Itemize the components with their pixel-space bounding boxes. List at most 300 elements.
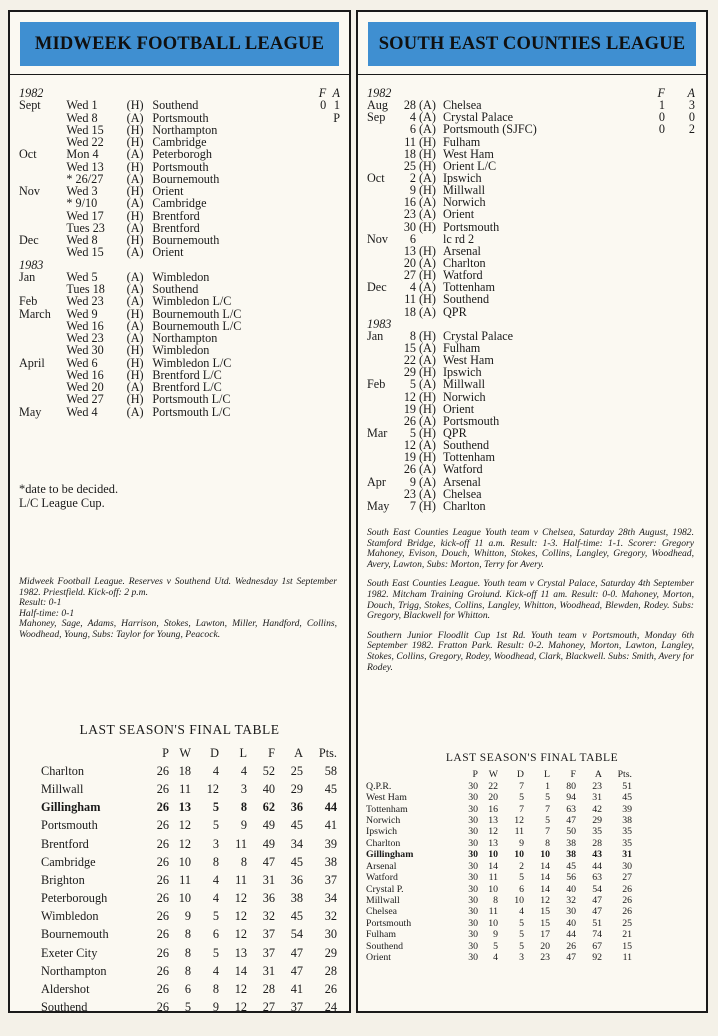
stat-cell: 45 (290, 854, 303, 869)
column-header: P (162, 745, 169, 760)
fixture-month (367, 293, 397, 305)
fixture-day: Wed 22 (66, 135, 104, 149)
table-row (366, 861, 632, 872)
stat-cell: 32 (566, 895, 576, 907)
fixture-row (19, 112, 340, 124)
fixture-day: Wed 17 (66, 208, 104, 223)
fixture-opponent: Chelsea (443, 98, 482, 113)
stat-cell: 38 (290, 891, 303, 906)
stat-cell: 24 (324, 1000, 337, 1013)
fixture-opponent: Southend (152, 98, 199, 113)
fixture-goals-for (310, 344, 326, 356)
fixture-row (367, 172, 697, 184)
fixture-day: Wed 20 (66, 380, 104, 394)
fixture-day: 20 (403, 255, 416, 270)
fixture-goals-against (665, 160, 695, 172)
fixture-goals-for: F (318, 86, 327, 100)
stat-cell: 42 (592, 803, 602, 815)
fixture-row (19, 246, 340, 258)
stat-cell: 4 (519, 906, 524, 918)
stat-cell: 38 (566, 849, 576, 861)
fixture-goals-for (625, 257, 665, 269)
stat-cell: 5 (212, 945, 219, 960)
stat-cell: 30 (468, 940, 478, 952)
stat-cell: 94 (566, 792, 576, 804)
fixture-day: 5 (409, 377, 416, 392)
stat-cell: 13 (488, 837, 498, 849)
fixture-venue: (A) (126, 282, 144, 296)
fixture-goals-against (665, 281, 695, 293)
fixture-goals-for (625, 415, 665, 427)
fixture-day: 26 (403, 462, 416, 477)
fixture-opponent: Crystal Palace (443, 110, 514, 125)
fixture-goals-against (326, 406, 340, 418)
fixture-goals-against: 1 (333, 98, 340, 113)
fixture-day: 4 (409, 280, 416, 295)
fixture-venue (127, 259, 153, 271)
fixture-opponent: Northampton (152, 122, 218, 137)
fixture-goals-against (665, 403, 695, 415)
fixture-row (367, 233, 697, 245)
fixture-goals-for (310, 161, 326, 173)
season-year: 1983 (19, 257, 44, 272)
fixture-goals-for (625, 281, 665, 293)
fixture-goals-for (625, 172, 665, 184)
fixture-opponent: QPR (443, 425, 467, 440)
fixture-goals-for (625, 293, 665, 305)
fixture-day: * 9/10 (66, 196, 98, 211)
fixture-opponent: West Ham (443, 146, 494, 161)
stat-cell: 3 (519, 952, 524, 964)
stat-cell: 63 (566, 803, 576, 815)
stat-cell: 10 (178, 854, 191, 869)
fixture-day: 28 (403, 98, 416, 113)
fixture-month (367, 463, 397, 475)
fixture-goals-for (310, 148, 326, 160)
stat-cell: 8 (184, 927, 191, 942)
fixture-month (19, 197, 66, 209)
fixture-month: Oct (367, 170, 385, 185)
stat-cell: 30 (468, 780, 478, 792)
fixture-opponent: Orient L/C (443, 158, 497, 173)
fixture-venue: (A) (419, 353, 436, 368)
fixture-row (19, 357, 340, 369)
stat-cell: 30 (468, 872, 478, 884)
table-row (41, 762, 337, 780)
fixture-venue: (A) (419, 413, 436, 428)
fixture-day: Wed 27 (66, 392, 104, 407)
team-name: Exeter City (41, 945, 98, 960)
fixture-day: 26 (403, 413, 416, 428)
stat-cell: 25 (622, 917, 632, 929)
stat-cell: 9 (184, 909, 191, 924)
fixture-goals-against: 0 (688, 110, 695, 125)
column-header (41, 744, 147, 762)
fixture-venue: (H) (419, 292, 436, 307)
fixture-goals-against (665, 318, 695, 330)
stat-cell: 30 (566, 906, 576, 918)
stat-cell: 15 (540, 917, 550, 929)
midweek-table-title: LAST SEASON'S FINAL TABLE (79, 722, 280, 737)
fixture-month: Jan (367, 328, 384, 343)
fixture-row (367, 378, 697, 390)
fixture-goals-for (310, 332, 326, 344)
fixture-goals-for (310, 406, 326, 418)
report-crystal-palace: South East Counties League. Youth team v Crystal Palace, Saturday 4th September 1982. Mitcham Training Groiund. Kick-off 11 am. Result: 0-0. Mahoney, Morton, Douch, Trigg, Stokes, Collins, Langley, Whitton, Woodhead, Blewden, Rodey. Subs: Gregory, Blackwell for Whitton. (367, 578, 694, 622)
south-east-table-title: LAST SEASON'S FINAL TABLE (445, 752, 619, 764)
fixture-goals-against (665, 136, 695, 148)
stat-cell: 26 (156, 763, 169, 778)
fixture-goals-for (310, 393, 326, 405)
fixture-venue: (A) (419, 280, 436, 295)
team-name: Gillingham (41, 800, 101, 815)
fixture-goals-for (310, 308, 326, 320)
fixture-goals-against (665, 306, 695, 318)
fixture-month: Dec (19, 233, 39, 247)
fixture-venue: (H) (419, 158, 436, 173)
fixture-month: Oct (19, 147, 37, 162)
note-league-cup: L/C League Cup. (19, 496, 105, 510)
stat-cell: 36 (262, 891, 275, 906)
table-row (41, 853, 337, 871)
stat-cell: 12 (206, 781, 219, 796)
stat-cell: 14 (234, 963, 247, 978)
fixture-opponent: Tottenham (443, 280, 495, 295)
fixture-row (19, 99, 340, 111)
fixture-goals-against (665, 221, 695, 233)
team-name: Southend (366, 940, 404, 952)
fixture-month: Nov (19, 184, 40, 198)
team-name: Southend (41, 1000, 88, 1013)
column-header: W (179, 745, 191, 760)
fixture-opponent (152, 259, 310, 271)
column-header: Pts. (617, 769, 632, 781)
fixture-opponent: Ipswich (443, 365, 482, 380)
table-row (366, 826, 632, 837)
fixture-goals-against (326, 210, 340, 222)
stat-cell: 9 (240, 818, 247, 833)
stat-cell: 4 (212, 963, 219, 978)
stat-cell: 30 (468, 917, 478, 929)
stat-cell: 30 (468, 803, 478, 815)
fixture-opponent: Northampton (152, 331, 218, 345)
team-name: Fulham (366, 929, 396, 941)
fixture-goals-for (625, 136, 665, 148)
fixture-goals-against (665, 184, 695, 196)
fixture-day: Tues 23 (66, 220, 105, 235)
table-row (366, 952, 632, 963)
fixture-goals-for (310, 197, 326, 209)
fixture-row (367, 391, 697, 403)
fixture-opponent: lc rd 2 (443, 231, 475, 246)
fixture-goals-for (625, 488, 665, 500)
stat-cell: 38 (622, 814, 632, 826)
stat-cell: 29 (324, 945, 337, 960)
fixture-goals-against (665, 208, 695, 220)
stat-cell: 28 (262, 982, 275, 997)
stat-cell: 8 (212, 854, 219, 869)
stat-cell: 51 (622, 780, 632, 792)
stat-cell: 10 (488, 917, 498, 929)
fixture-row (19, 295, 340, 307)
fixture-day: Mon 4 (66, 147, 99, 162)
fixture-venue: (H) (419, 328, 436, 343)
fixture-venue: (A) (419, 195, 436, 210)
stat-cell: 13 (234, 945, 247, 960)
stat-cell: 12 (540, 895, 550, 907)
fixture-goals-against (326, 369, 340, 381)
fixture-opponent: Southend (443, 438, 490, 453)
fixture-month (367, 391, 397, 403)
stat-cell: 26 (156, 818, 169, 833)
fixture-row (367, 184, 697, 196)
fixture-row (19, 406, 340, 418)
stat-cell: 45 (622, 792, 632, 804)
stat-cell: 50 (566, 826, 576, 838)
season-year-row (367, 318, 697, 330)
fixture-goals-for (310, 320, 326, 332)
fixture-goals-against (326, 148, 340, 160)
stat-cell: 62 (262, 800, 275, 815)
fixture-month (367, 245, 397, 257)
fixture-day: 4 (409, 110, 416, 125)
stat-cell: 30 (468, 952, 478, 964)
team-name: Chelsea (366, 906, 398, 918)
fixture-row (367, 354, 697, 366)
stat-cell: 30 (324, 927, 337, 942)
stat-cell: 12 (514, 814, 524, 826)
fixture-month (367, 208, 397, 220)
fixture-month: Feb (367, 377, 386, 392)
stat-cell: 49 (262, 836, 275, 851)
fixture-opponent: Fulham (443, 340, 481, 355)
fixture-venue: (H) (419, 401, 436, 416)
stat-cell: 29 (592, 814, 602, 826)
fixture-goals-for (310, 295, 326, 307)
fixture-venue: (A) (419, 98, 436, 113)
fixture-goals-for (625, 208, 665, 220)
stat-cell: 47 (566, 814, 576, 826)
table-row (366, 815, 632, 826)
fixture-goals-against (665, 391, 695, 403)
fixture-goals-for (310, 124, 326, 136)
fixture-venue: (A) (126, 269, 144, 284)
fixture-venue: (H) (126, 122, 144, 137)
fixture-row (367, 160, 697, 172)
column-header: D (516, 769, 524, 781)
stat-cell: 39 (622, 803, 632, 815)
fixture-venue: (H) (419, 183, 436, 198)
fixture-day: 27 (403, 268, 416, 283)
fixture-opponent: Chelsea (443, 486, 482, 501)
table-row (41, 980, 337, 998)
fixture-day: 12 (403, 438, 416, 453)
column-header: Pts. (318, 745, 337, 760)
fixture-day: Wed 9 (66, 306, 98, 321)
fixture-opponent: QPR (443, 304, 467, 319)
stat-cell: 30 (468, 895, 478, 907)
report-heading: Midweek Football League. Reserves v Southend Utd. Wednesday 1st September 1982. Priestfield. Kick-off: 2 p.m. (19, 576, 337, 598)
fixture-row (367, 99, 697, 111)
fixture-day: 12 (403, 389, 416, 404)
table-row (41, 871, 337, 889)
south-east-match-reports (367, 528, 694, 682)
team-name: Brighton (41, 872, 85, 887)
fixture-goals-against (326, 332, 340, 344)
fixture-opponent: Crystal Palace (443, 328, 514, 343)
stat-cell: 12 (178, 836, 191, 851)
fixture-goals-for (310, 234, 326, 246)
fixture-goals-for (310, 185, 326, 197)
fixture-month (367, 451, 397, 463)
stat-cell: 11 (514, 826, 524, 838)
team-name: Tottenham (366, 803, 408, 815)
table-row (41, 835, 337, 853)
stat-cell: 7 (545, 826, 550, 838)
team-name: Bournemouth (41, 927, 109, 942)
fixture-opponent: Peterborogh (152, 147, 212, 162)
stat-cell: 32 (262, 909, 275, 924)
fixture-day: * 26/27 (66, 171, 104, 186)
fixture-day: 16 (403, 195, 416, 210)
stat-cell: 27 (262, 1000, 275, 1013)
fixture-opponent: Ipswich (443, 170, 482, 185)
stat-cell: 37 (290, 1000, 303, 1013)
stat-cell: 8 (493, 895, 498, 907)
fixture-goals-for (310, 112, 326, 124)
report-lineup: Mahoney, Sage, Adams, Harrison, Stokes, Lawton, Miller, Handford, Collins, Woodhead, Young, Subs: Taylor for Young, Peacock. (19, 618, 337, 640)
fixture-goals-against (326, 308, 340, 320)
stat-cell: 22 (488, 780, 498, 792)
table-row (366, 872, 632, 883)
fixture-goals-for (625, 427, 665, 439)
stat-cell: 14 (488, 860, 498, 872)
stat-cell: 10 (488, 883, 498, 895)
fixture-day: Wed 3 (66, 184, 98, 198)
fixture-month: Nov (367, 231, 388, 246)
stat-cell: 5 (493, 940, 498, 952)
team-name: Millwall (41, 781, 84, 796)
stat-cell: 34 (324, 891, 337, 906)
stat-cell: 26 (156, 800, 169, 815)
fixture-opponent: Bournemouth L/C (152, 318, 242, 333)
fixture-goals-against: A (332, 86, 340, 100)
midweek-notes (19, 482, 340, 510)
stat-cell: 40 (566, 883, 576, 895)
team-name: West Ham (366, 792, 407, 804)
stat-cell: 8 (545, 837, 550, 849)
fixture-goals-for: 1 (658, 98, 665, 113)
stat-cell: 23 (592, 780, 602, 792)
team-name: Wimbledon (41, 909, 99, 924)
fixture-month (19, 381, 66, 393)
fixture-day: Wed 4 (66, 404, 98, 419)
stat-cell: 63 (592, 872, 602, 884)
fixture-day: 8 (409, 328, 416, 343)
fixture-day: 18 (403, 304, 416, 319)
fixture-venue: (A) (419, 170, 436, 185)
fixture-venue: (A) (419, 438, 436, 453)
stat-cell: 92 (592, 952, 602, 964)
team-name: Arsenal (366, 860, 397, 872)
stat-cell: 36 (290, 800, 303, 815)
fixture-row (367, 293, 697, 305)
stat-cell: 30 (468, 792, 478, 804)
stat-cell: 9 (212, 1000, 219, 1013)
fixture-row (19, 344, 340, 356)
fixture-venue: (H) (126, 343, 144, 358)
fixture-month (367, 354, 397, 366)
stat-cell: 20 (540, 940, 550, 952)
team-name: Watford (366, 872, 398, 884)
fixture-goals-against (665, 342, 695, 354)
stat-cell: 36 (290, 872, 303, 887)
table-row (366, 906, 632, 917)
fixture-row (367, 269, 697, 281)
stat-cell: 37 (262, 945, 275, 960)
fixture-goals-for (310, 283, 326, 295)
fixture-goals-against (665, 257, 695, 269)
fixture-day: Wed 8 (66, 110, 98, 125)
stat-cell: 11 (488, 906, 498, 918)
fixture-day: 6 (409, 122, 416, 137)
stat-cell: 16 (488, 803, 498, 815)
stat-cell: 27 (622, 872, 632, 884)
fixture-day: Wed 16 (66, 367, 104, 382)
fixture-month: Dec (367, 280, 387, 295)
fixture-month (367, 488, 397, 500)
stat-cell: 26 (156, 982, 169, 997)
stat-cell: 47 (592, 895, 602, 907)
fixture-row (367, 366, 697, 378)
table-row (41, 799, 337, 817)
stat-cell: 4 (240, 763, 247, 778)
fixture-row (367, 136, 697, 148)
fixture-goals-against (326, 357, 340, 369)
stat-cell: 6 (519, 883, 524, 895)
fixture-day: Tues 18 (66, 282, 105, 296)
stat-cell: 47 (592, 906, 602, 918)
stat-cell: 44 (324, 800, 337, 815)
stat-cell: 26 (156, 927, 169, 942)
fixture-goals-against (665, 354, 695, 366)
stat-cell: 30 (468, 883, 478, 895)
stat-cell: 67 (592, 940, 602, 952)
season-year: 1982 (367, 86, 392, 100)
fixture-opponent: Wimbledon (152, 269, 210, 284)
stat-cell: 26 (156, 945, 169, 960)
stat-cell: 5 (545, 814, 550, 826)
header-divider (358, 74, 706, 75)
fixture-day: Wed 5 (66, 269, 98, 284)
fixture-day: 9 (409, 474, 416, 489)
stat-cell: 8 (212, 982, 219, 997)
fixture-goals-for (625, 269, 665, 281)
fixture-venue: (A) (126, 380, 144, 394)
stat-cell: 17 (540, 929, 550, 941)
fixture-goals-for (625, 342, 665, 354)
stat-cell: 30 (468, 814, 478, 826)
stat-cell: 31 (262, 872, 275, 887)
fixture-goals-against (326, 161, 340, 173)
stat-cell: 10 (540, 849, 550, 861)
fixture-goals-against (665, 488, 695, 500)
fixture-month (367, 439, 397, 451)
fixture-month: Apr (367, 474, 386, 489)
column-header: F (268, 745, 275, 760)
midweek-league-title: MIDWEEK FOOTBALL LEAGUE (20, 22, 339, 66)
fixture-day: 11 (404, 292, 416, 307)
